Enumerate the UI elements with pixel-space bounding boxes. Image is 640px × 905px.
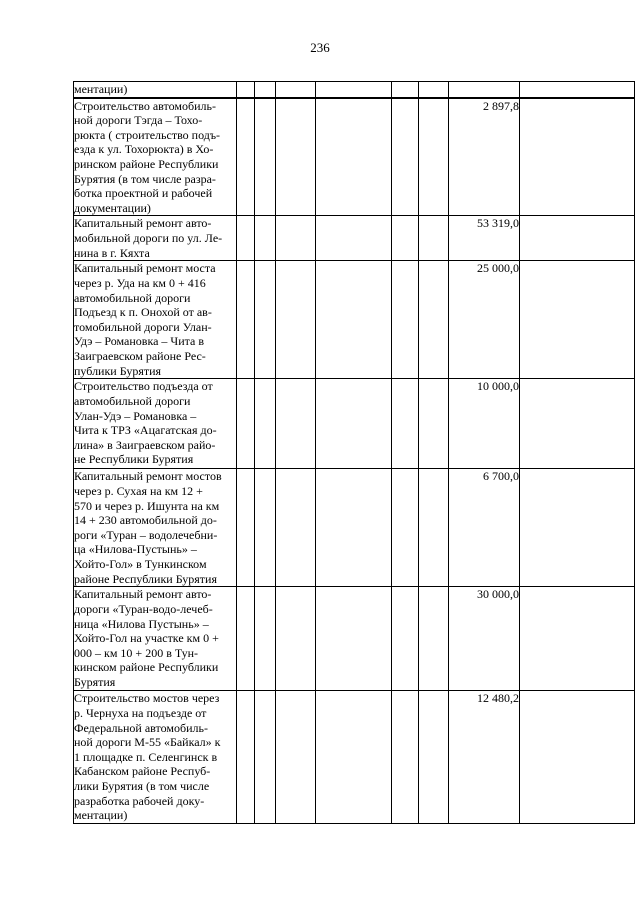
empty-cell [276,98,316,216]
empty-cell [255,379,276,469]
empty-cell [520,261,635,379]
empty-cell [316,469,392,587]
description-line: ментации) [74,808,128,823]
description-line: ментации) [74,82,128,96]
empty-cell [419,469,449,587]
page-number: 236 [310,40,330,55]
table-row [74,469,635,587]
empty-cell [520,216,635,261]
empty-cell [237,691,255,823]
table-row [74,82,635,98]
empty-cell [316,379,392,469]
description-line: Федеральной автомобиль- [74,720,208,735]
description-line: Чита к ТРЗ «Ацагатская до- [74,423,217,438]
empty-cell [392,82,419,98]
description-line: Хойто-Гол» в Тункинском [74,556,207,571]
description-line: Строительство подъезда от [74,379,213,394]
empty-cell [237,469,255,587]
empty-cell [392,587,419,691]
amount-cell: 2 897,8 [449,98,520,216]
empty-cell [237,587,255,691]
description-line: Капитальный ремонт авто- [74,216,212,231]
empty-cell [276,216,316,261]
description-line: лина» в Заиграевском райо- [74,437,216,452]
description-line: ной дороги Тэгда – Тохо- [74,113,203,128]
description-line: Заиграевском районе Рес- [74,348,206,363]
description-line: Капитальный ремонт мостов [74,469,222,484]
project-description-cell [74,216,237,261]
description-line: через р. Сухая на км 12 + [74,483,203,498]
amount-cell: 10 000,0 [449,379,520,469]
empty-cell [237,379,255,469]
empty-cell [316,216,392,261]
empty-cell [316,587,392,691]
description-line: публики Бурятия [74,363,162,378]
empty-cell [237,98,255,216]
description-line: нина в г. Кяхта [74,245,150,260]
description-line: дороги «Туран-водо-лечеб- [74,601,213,616]
description-line: р. Чернуха на подъезде от [74,705,207,720]
empty-cell [237,261,255,379]
empty-cell [392,469,419,587]
empty-cell [392,98,419,216]
description-line: Кабанском районе Респуб- [74,764,211,779]
empty-cell [419,379,449,469]
project-description-cell [74,261,237,379]
description-line: документации) [74,200,151,215]
empty-cell [392,691,419,823]
table-row [74,261,635,379]
description-line: езда к ул. Тохорюкта) в Хо- [74,142,214,157]
empty-cell [419,691,449,823]
empty-cell [392,379,419,469]
description-line: через р. Уда на км 0 + 416 [74,275,206,290]
project-description-cell [74,691,237,823]
description-line: Бурятия [74,674,116,689]
description-line: Удэ – Романовка – Чита в [74,334,205,349]
empty-cell [419,216,449,261]
project-description-cell [74,82,237,98]
empty-cell [255,216,276,261]
description-line: томобильной дороги Улан- [74,319,212,334]
description-line: Хойто-Гол на участке км 0 + [74,631,219,646]
description-line: роги «Туран – водолечебни- [74,527,218,542]
empty-cell [276,379,316,469]
description-line: кинском районе Республики [74,660,219,675]
description-line: 14 + 230 автомобильной до- [74,513,217,528]
description-line: ботка проектной и рабочей [74,186,213,201]
empty-cell [276,261,316,379]
description-line: автомобильной дороги [74,290,191,305]
description-line: автомобильной дороги [74,393,191,408]
empty-cell [255,691,276,823]
budget-table [73,81,635,824]
description-line: рюкта ( строительство подъ- [74,127,221,142]
description-line: Капитальный ремонт авто- [74,587,212,602]
description-line: лики Бурятия (в том числе [74,778,210,793]
description-line: Бурятия (в том числе разра- [74,171,216,186]
empty-cell [520,98,635,216]
description-line: 000 – км 10 + 200 в Тун- [74,645,199,660]
amount-cell: 53 319,0 [449,216,520,261]
table-row [74,691,635,823]
empty-cell [520,691,635,823]
description-line: ница «Нилова Пустынь» – [74,616,209,631]
project-description-cell [74,587,237,691]
empty-cell [520,587,635,691]
project-description-cell [74,469,237,587]
description-line: Строительство автомобиль- [74,98,216,113]
amount-cell: 12 480,2 [449,691,520,823]
empty-cell [276,587,316,691]
empty-cell [392,216,419,261]
empty-cell [520,82,635,98]
empty-cell [276,691,316,823]
empty-cell [255,98,276,216]
description-line: ца «Нилова-Пустынь» – [74,542,197,557]
empty-cell [419,261,449,379]
empty-cell [520,379,635,469]
description-line: ринском районе Республики [74,156,219,171]
empty-cell [419,587,449,691]
empty-cell [276,82,316,98]
empty-cell [276,469,316,587]
empty-cell [419,98,449,216]
description-line: мобильной дороги по ул. Ле- [74,230,223,245]
empty-cell [316,691,392,823]
empty-cell [392,261,419,379]
amount-cell: 6 700,0 [449,469,520,587]
empty-cell [255,82,276,98]
table-row [74,98,635,216]
empty-cell [316,82,392,98]
amount-cell [449,82,520,98]
description-line: Строительство мостов через [74,691,220,706]
description-line: Капитальный ремонт моста [74,261,216,276]
empty-cell [316,261,392,379]
table-row [74,216,635,261]
empty-cell [316,98,392,216]
project-description-cell [74,379,237,469]
empty-cell [255,587,276,691]
amount-cell: 25 000,0 [449,261,520,379]
description-line: 570 и через р. Ишунта на км [74,498,220,513]
empty-cell [419,82,449,98]
table-row [74,379,635,469]
description-line: 1 площадке п. Селенгинск в [74,749,218,764]
description-line: не Республики Бурятия [74,452,194,467]
empty-cell [520,469,635,587]
table-row [74,587,635,691]
description-line: Подъезд к п. Онохой от ав- [74,305,212,320]
description-line: разработка рабочей доку- [74,793,205,808]
empty-cell [237,216,255,261]
description-line: Улан-Удэ – Романовка – [74,408,197,423]
description-line: районе Республики Бурятия [74,571,217,586]
empty-cell [255,469,276,587]
project-description-cell [74,98,237,216]
empty-cell [237,82,255,98]
empty-cell [255,261,276,379]
amount-cell: 30 000,0 [449,587,520,691]
description-line: ной дороги М-55 «Байкал» к [74,735,221,750]
